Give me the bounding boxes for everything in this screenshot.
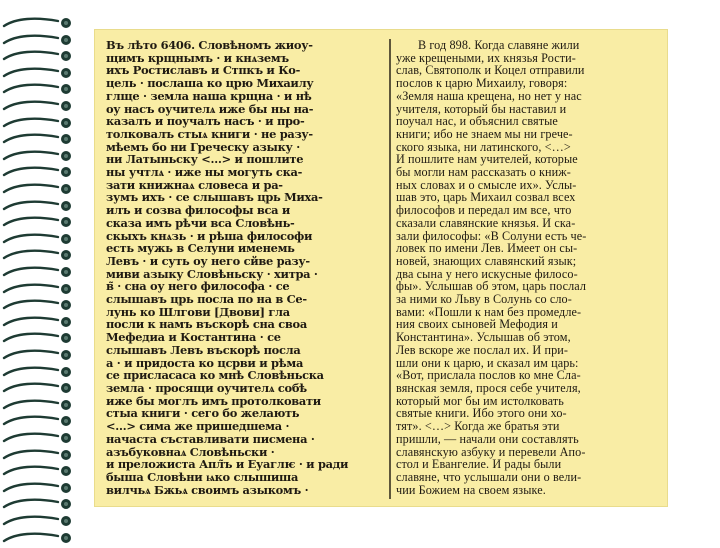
translation-text-line: И пошлите нам учителей, которые — [396, 152, 578, 167]
translation-text-line: «Вот, прислала послов ко мне Сла- — [396, 368, 581, 383]
binding-ring-icon — [2, 412, 76, 424]
translation-text-line: слав, Святополк и Коцел отправили — [396, 63, 585, 78]
translation-text-line: вянская земля, прося себе учителя, — [396, 380, 581, 395]
translation-text-line: новей, знающих славянский язык; — [396, 253, 577, 268]
translation-text-line: ния своих сыновей Мефодия и — [396, 317, 558, 332]
slavonic-text-line: a · и придоста ко цсрви и рѣма — [106, 355, 304, 370]
slavonic-text-line: оу насъ оучителѧ иже бы ны на- — [106, 101, 314, 116]
slavonic-text-line: слышавъ црь посла по на в Се- — [106, 292, 307, 307]
binding-ring-icon — [2, 462, 76, 474]
binding-ring-icon — [2, 329, 76, 341]
binding-ring-icon — [2, 14, 76, 26]
slavonic-text-line: быша Словѣни ѩко слышиша — [106, 469, 299, 484]
binding-ring-icon — [2, 363, 76, 375]
slavonic-text-line: в̃ · сна оу него философа · се — [106, 279, 290, 294]
binding-ring-icon — [2, 147, 76, 159]
slavonic-text-line: начаста съставливати писмена · — [106, 431, 315, 446]
translation-text-line: тят». <…> Когда же братья эти — [396, 419, 560, 434]
slavonic-text-line: азъбуковнаѧ Словѣньски · — [106, 444, 275, 459]
translation-text-line: Лев вскоре же послал их. И при- — [396, 342, 569, 357]
translation-text-line: славяне, что услышали они о вели- — [396, 469, 582, 484]
translation-text-line: зали философы: «В Солуни есть че- — [396, 228, 587, 243]
slavonic-text-line: слышавъ Левъ въскорѣ посла — [106, 342, 301, 357]
slavonic-text-line: посли к намъ въскорѣ сна своа — [106, 317, 307, 332]
translation-text-line: вами: «Пошли к нам без промедле- — [396, 304, 582, 319]
slavonic-text-line: и преложиста Апл̃ъ и Еуаглѥ · и ради — [106, 457, 349, 472]
binding-ring-icon — [2, 479, 76, 491]
binding-ring-icon — [2, 163, 76, 175]
slavonic-text-line: зати книжнаѧ словеса и ра- — [106, 177, 283, 192]
slavonic-text-line: <…> сима же пришедшема · — [106, 419, 290, 434]
slavonic-text-line: Мефедиа и Костантина · се — [106, 330, 281, 345]
translation-text-line: два сына у него искусные филосо- — [396, 266, 578, 281]
translation-text-line: стол и Евангелие. И рады были — [396, 457, 562, 472]
binding-ring-icon — [2, 230, 76, 242]
translation-text-line: поучал нас, и объяснил святые — [396, 114, 558, 129]
russian-translation-column — [396, 39, 662, 503]
slavonic-text-line: Въ лѣто 6406. Словѣномъ жиоу- — [106, 39, 313, 52]
slavonic-text-line: лунь ко Шлгови [Двови] гла — [106, 304, 290, 319]
slavonic-text-line: иже бы моглъ имъ протолковати — [106, 393, 321, 408]
binding-ring-icon — [2, 296, 76, 308]
binding-ring-icon — [2, 180, 76, 192]
binding-ring-icon — [2, 213, 76, 225]
slavonic-text-line: толковалъ стыѧ книги · не разу- — [106, 126, 313, 141]
slavonic-text-line: ни Латыньску <…> и пошлите — [106, 152, 304, 167]
binding-ring-icon — [2, 280, 76, 292]
translation-text-line: фы». Услышав об этом, царь послал — [396, 279, 587, 294]
slavonic-text-line: илъ и созва философы вса и — [106, 203, 291, 218]
translation-text-line: ского языка, ни латинского, <…> — [396, 139, 571, 154]
translation-text-line: за ними ко Льву в Солунь со сло- — [396, 292, 572, 307]
slavonic-text-line: се присласаса ко мнѣ Словѣньска — [106, 368, 324, 383]
translation-text-line: философов и передал им все, что — [396, 203, 572, 218]
binding-ring-icon — [2, 197, 76, 209]
binding-ring-icon — [2, 495, 76, 507]
binding-ring-icon — [2, 114, 76, 126]
translation-text-line: ных словах и о смысле их». Услы- — [396, 177, 577, 192]
slavonic-text-line: вилчьѧ Бжьѧ своимъ азыкомъ · — [106, 482, 309, 497]
binding-ring-icon — [2, 379, 76, 391]
binding-ring-icon — [2, 263, 76, 275]
slavonic-text-line: скыхъ кнѧзь · и рѣша философи — [106, 228, 313, 243]
translation-text-line: шли они к царю, и сказал им царь: — [396, 355, 579, 370]
binding-ring-icon — [2, 512, 76, 524]
slavonic-text-line: щимъ крщнымъ · и кнѧземъ — [106, 50, 289, 65]
translation-text-line: шав это, царь Михаил созвал всех — [396, 190, 576, 205]
translation-text-line: чии Божием на своем языке. — [396, 482, 546, 497]
column-divider — [389, 39, 391, 499]
translation-text-line: славянскую азбуку и перевели Апо- — [396, 444, 586, 459]
translation-text-line: уже крещеными, их князья Рости- — [396, 50, 576, 65]
translation-text-line: учителя, который бы наставил и — [396, 101, 567, 116]
translation-text-line: бы могли нам рассказать о книж- — [396, 165, 571, 180]
slavonic-text-line: цель · послаша ко црю Михаилу — [106, 76, 314, 91]
binding-ring-icon — [2, 529, 76, 541]
binding-ring-icon — [2, 130, 76, 142]
slavonic-text-line: ны учтлѧ · иже ны могуть ска- — [106, 165, 303, 180]
slavonic-text-line: стыа книги · сего бо желають — [106, 406, 300, 421]
binding-ring-icon — [2, 64, 76, 76]
translation-text-line: В год 898. Когда славяне жили — [418, 39, 580, 52]
binding-ring-icon — [2, 31, 76, 43]
slavonic-text-line: глще · земла наша крщна · и нѣ — [106, 88, 312, 103]
translation-text-line: Константина». Услышав об этом, — [396, 330, 571, 345]
scanned-page — [94, 29, 668, 507]
old-slavonic-column — [106, 39, 386, 503]
binding-ring-icon — [2, 313, 76, 325]
slavonic-text-line: Левъ · и суть оу него сйве разу- — [106, 253, 310, 268]
slavonic-text-line: сказа имъ рѣчи вса Словѣнь- — [106, 215, 295, 230]
binding-ring-icon — [2, 396, 76, 408]
binding-ring-icon — [2, 80, 76, 92]
notebook-binding — [0, 0, 80, 540]
translation-text-line: который мог бы им истолковать — [396, 393, 564, 408]
binding-ring-icon — [2, 429, 76, 441]
binding-ring-icon — [2, 346, 76, 358]
translation-text-line: «Земля наша крещена, но нет у нас — [396, 88, 582, 103]
slavonic-text-line: зумъ ихъ · се слышавъ црь Миха- — [106, 190, 323, 205]
translation-text-line: ловек по имени Лев. Имеет он сы- — [396, 241, 578, 256]
slavonic-text-line: казалъ и поучалъ насъ · и про- — [106, 114, 305, 129]
translation-text-line: книги; ибо не знаем мы ни грече- — [396, 126, 573, 141]
slavonic-text-line: ихъ Ростиславъ и Стпкъ и Ко- — [106, 63, 301, 78]
translation-text-line: святые книги. Ибо этого они хо- — [396, 406, 567, 421]
translation-text-line: пришли, — начали они составлять — [396, 431, 579, 446]
slavonic-text-line: миви азыку Словѣньску · хитра · — [106, 266, 318, 281]
translation-text-line: послов к царю Михаилу, говоря: — [396, 76, 568, 91]
slavonic-text-line: есть мужь в Селуни именемь — [106, 241, 295, 256]
slavonic-text-line: земла · просящи оучителѧ собѣ — [106, 380, 307, 395]
binding-ring-icon — [2, 246, 76, 258]
binding-ring-icon — [2, 97, 76, 109]
slavonic-text-line: мѣемъ бо ни Греческу азыку · — [106, 139, 300, 154]
binding-ring-icon — [2, 47, 76, 59]
translation-text-line: сказали славянские князья. И ска- — [396, 215, 576, 230]
binding-ring-icon — [2, 446, 76, 458]
